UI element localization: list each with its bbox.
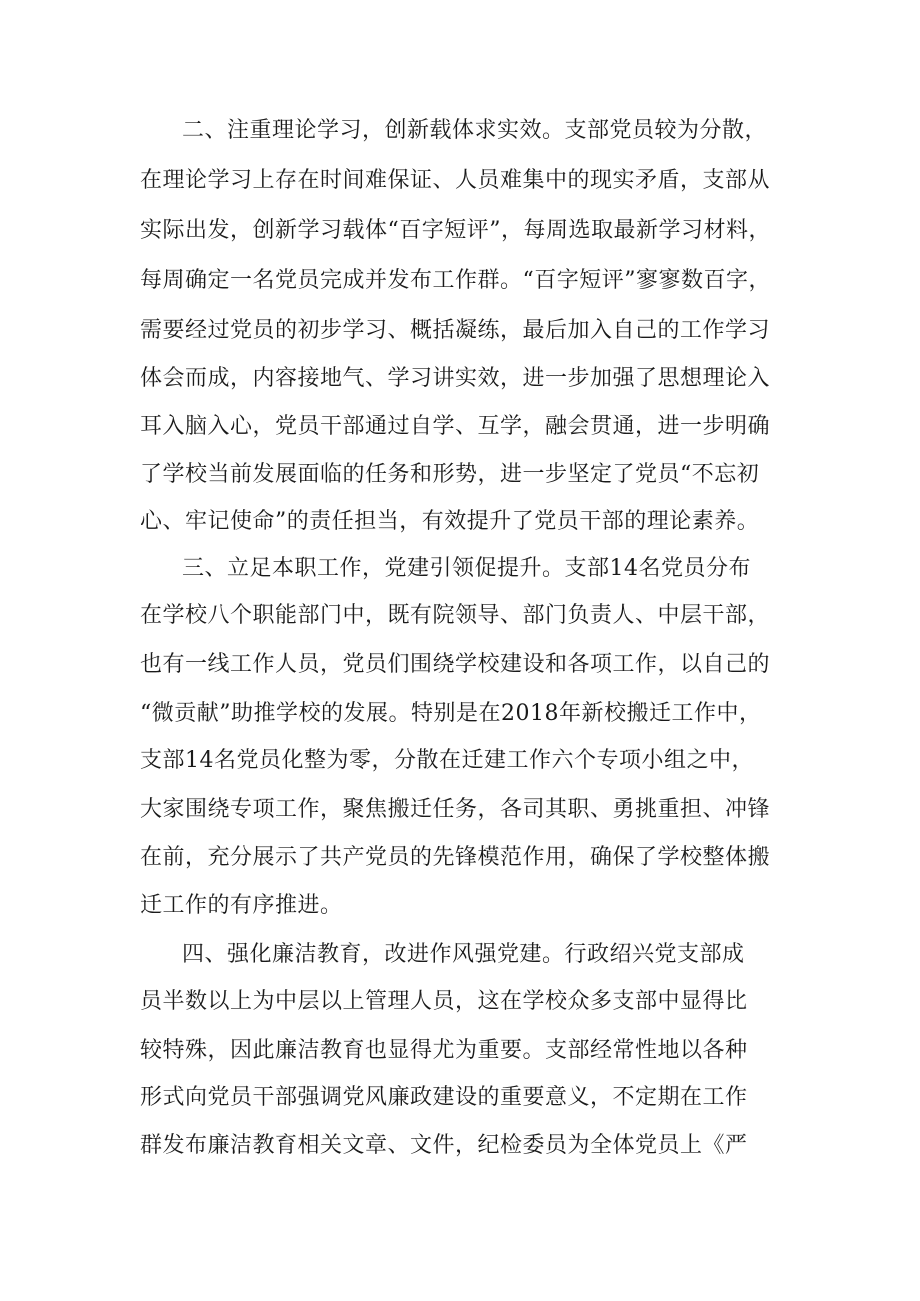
- text-line: 四、强化廉洁教育，改进作风强党建。行政绍兴党支部成: [182, 942, 745, 967]
- text-line: 在理论学习上存在时间难保证、人员难集中的现实矛盾，支部从: [140, 168, 771, 193]
- text-line: 了学校当前发展面临的任务和形势，进一步坚定了党员“不忘初: [140, 462, 760, 487]
- text-line: “微贡献”助推学校的发展。特别是在2018年新校搬迁工作中，: [140, 701, 762, 726]
- text-line: 大家围绕专项工作，聚焦搬迁任务，各司其职、勇挑重担、冲锋: [140, 797, 771, 822]
- text-line: 群发布廉洁教育相关文章、文件，纪检委员为全体党员上《严: [140, 1133, 748, 1158]
- text-line: 形式向党员干部强调党风廉政建设的重要意义，不定期在工作: [140, 1085, 748, 1110]
- text-line: 实际出发，创新学习载体“百字短评”，每周选取最新学习材料，: [140, 218, 771, 243]
- text-line: 心、牢记使命”的责任担当，有效提升了党员干部的理论素养。: [140, 509, 760, 534]
- text-line: 在学校八个职能部门中，既有院领导、部门负责人、中层干部，: [140, 603, 771, 628]
- text-line: 二、注重理论学习，创新载体求实效。支部党员较为分散，: [182, 118, 768, 143]
- text-line: 三、立足本职工作，党建引领促提升。支部14名党员分布: [182, 556, 751, 581]
- text-line: 也有一线工作人员，党员们围绕学校建设和各项工作，以自己的: [140, 652, 771, 677]
- text-line: 体会而成，内容接地气、学习讲实效，进一步加强了思想理论入: [140, 366, 771, 391]
- text-line: 耳入脑入心，党员干部通过自学、互学，融会贯通，进一步明确: [140, 414, 771, 439]
- text-line: 支部14名党员化整为零，分散在迁建工作六个专项小组之中，: [140, 748, 754, 773]
- text-line: 需要经过党员的初步学习、概括凝练，最后加入自己的工作学习: [140, 318, 771, 343]
- text-line: 每周确定一名党员完成并发布工作群。“百字短评”寥寥数百字，: [140, 268, 771, 293]
- text-line: 较特殊，因此廉洁教育也显得尤为重要。支部经常性地以各种: [140, 1038, 748, 1063]
- text-line: 迁工作的有序推进。: [140, 893, 343, 918]
- text-line: 在前，充分展示了共产党员的先锋模范作用，确保了学校整体搬: [140, 845, 771, 870]
- text-line: 员半数以上为中层以上管理人员，这在学校众多支部中显得比: [140, 989, 748, 1014]
